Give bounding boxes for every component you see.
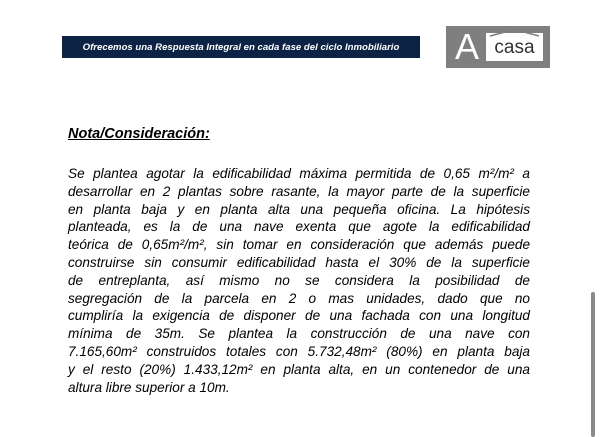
- paragraph-line: desarrollar en 2 plantas sobre rasante, la mayor parte de la superficie: [68, 183, 530, 199]
- paragraph-line: y el resto (20%) 1.433,12m² en planta alta, en un contenedor de una: [68, 361, 530, 377]
- scrollbar-thumb[interactable]: [591, 292, 595, 437]
- paragraph-line: de entreplanta, así mismo no se considera la posibilidad de: [68, 272, 530, 288]
- logo-word: casa: [494, 37, 535, 58]
- paragraph-line: cumpliría la exigencia de disponer de una fachada con una longitud: [68, 308, 530, 324]
- paragraph-line: 7.165,60m² construidos totales con 5.732,48m² (80%) en planta baja: [68, 343, 530, 359]
- paragraph-line: altura libre superior a 10m.: [68, 379, 230, 395]
- paragraph-line: mínima de 35m. Se plantea la construcción de una nave con: [68, 326, 530, 342]
- banner-text: Ofrecemos una Respuesta Integral en cada fase del ciclo Inmobiliario: [82, 41, 400, 53]
- paragraph-line: Se plantea agotar la edificabilidad máxima permitida de 0,65 m²/m² a: [68, 166, 530, 181]
- paragraph-line: construirse sin consumir edificabilidad hasta el 30% de la superficie: [68, 254, 530, 270]
- logo-letter: A: [454, 26, 479, 67]
- paragraph-line: segregación de la parcela en 2 o mas unidades, dado que no: [68, 290, 530, 306]
- paragraph-line: teórica de 0,65m²/m², sin tomar en consideración que además puede: [68, 237, 530, 253]
- header-banner: [62, 36, 420, 58]
- acasa-logo: [446, 26, 550, 68]
- note-heading: Nota/Consideración:: [68, 126, 210, 142]
- note-paragraph: [68, 165, 530, 396]
- paragraph-line: planteada, es la de una nave exenta que agote la edificabilidad: [68, 219, 530, 235]
- paragraph-line: en planta baja y en planta alta una pequeña oficina. La hipótesis: [68, 201, 530, 217]
